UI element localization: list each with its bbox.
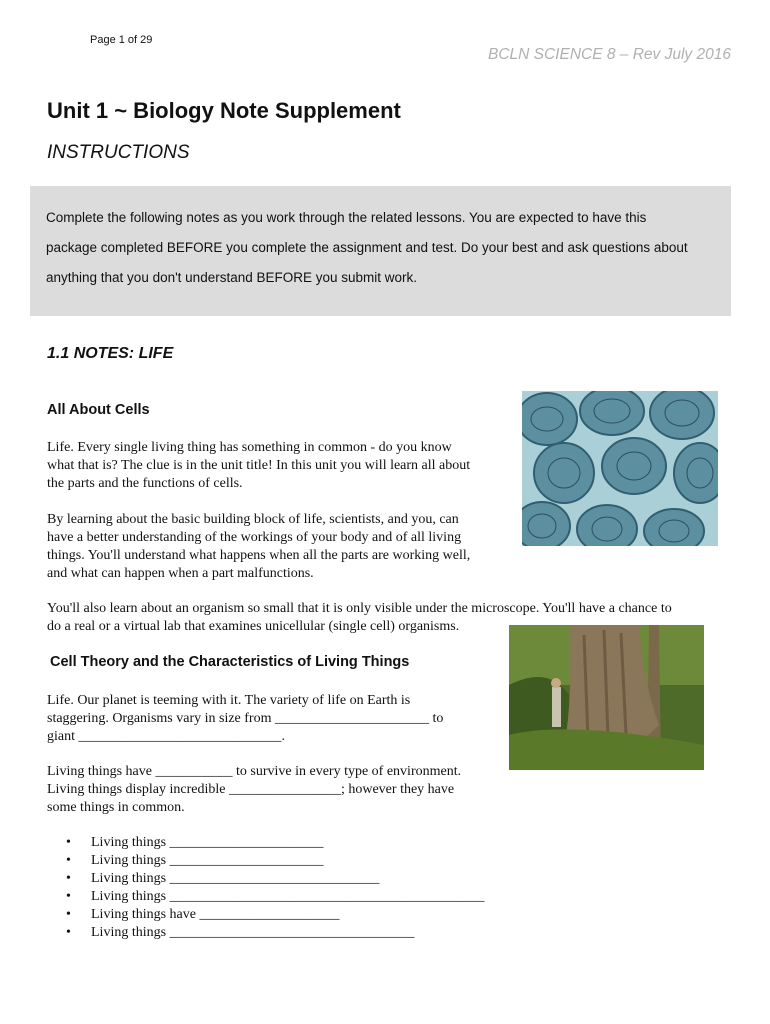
theory-paragraph-1 bbox=[47, 692, 443, 746]
living-things-list bbox=[46, 835, 485, 943]
theory-paragraph-2 bbox=[47, 763, 461, 817]
list-item: • Living things ______________________________ bbox=[46, 871, 485, 889]
instructions-line: package completed BEFORE you complete the assignment and test. Do your best and ask questions about bbox=[46, 240, 688, 255]
cell-micrograph-image bbox=[522, 391, 718, 546]
fill-in-line: staggering. Organisms vary in size from ______________________ to bbox=[47, 711, 444, 726]
text-line: the parts and the functions of cells. bbox=[47, 476, 243, 491]
text-line: By learning about the basic building block of life, scientists, and you, can bbox=[47, 512, 459, 527]
instructions-heading: INSTRUCTIONS bbox=[47, 142, 190, 163]
instructions-line: Complete the following notes as you work through the related lessons. You are expected to have this bbox=[46, 210, 647, 225]
text-line: You'll also learn about an organism so small that it is only visible under the microscope. You'll have a chance to bbox=[47, 601, 672, 616]
page-title: Unit 1 ~ Biology Note Supplement bbox=[47, 98, 401, 123]
cells-paragraph-1 bbox=[47, 439, 470, 493]
text-line: things. You'll understand what happens when all the parts are working well, bbox=[47, 548, 471, 563]
fill-in-line: giant _____________________________. bbox=[47, 729, 285, 744]
instructions-line: anything that you don't understand BEFORE you submit work. bbox=[46, 270, 418, 285]
fill-in-line: Living things display incredible ________________; however they have bbox=[47, 782, 455, 797]
section-heading: 1.1 NOTES: LIFE bbox=[47, 345, 174, 362]
cell-theory-heading: Cell Theory and the Characteristics of Living Things bbox=[50, 654, 410, 670]
text-line: some things in common. bbox=[47, 800, 185, 815]
list-item: • Living things _____________________________________________ bbox=[46, 889, 485, 907]
course-header: BCLN SCIENCE 8 – Rev July 2016 bbox=[488, 46, 731, 63]
tree-photo-image bbox=[509, 625, 704, 770]
list-item: • Living things ______________________ bbox=[46, 853, 485, 871]
text-line: do a real or a virtual lab that examines unicellular (single cell) organisms. bbox=[47, 619, 460, 634]
text-line: Life. Our planet is teeming with it. The variety of life on Earth is bbox=[47, 693, 411, 708]
list-item: • Living things ___________________________________ bbox=[46, 925, 485, 943]
page-number: Page 1 of 29 bbox=[90, 34, 153, 46]
list-item: • Living things ______________________ bbox=[46, 835, 485, 853]
text-line: Life. Every single living thing has something in common - do you know bbox=[47, 440, 452, 455]
text-line: what that is? The clue is in the unit title! In this unit you will learn all about bbox=[47, 458, 471, 473]
fill-in-line: Living things have ___________ to survive in every type of environment. bbox=[47, 764, 462, 779]
text-line: have a better understanding of the workings of your body and of all living bbox=[47, 530, 462, 545]
cells-paragraph-2 bbox=[47, 511, 470, 583]
text-line: and what can happen when a part malfunctions. bbox=[47, 566, 314, 581]
cells-heading: All About Cells bbox=[47, 402, 150, 418]
list-item: • Living things have ____________________ bbox=[46, 907, 485, 925]
instructions-box bbox=[30, 186, 731, 316]
